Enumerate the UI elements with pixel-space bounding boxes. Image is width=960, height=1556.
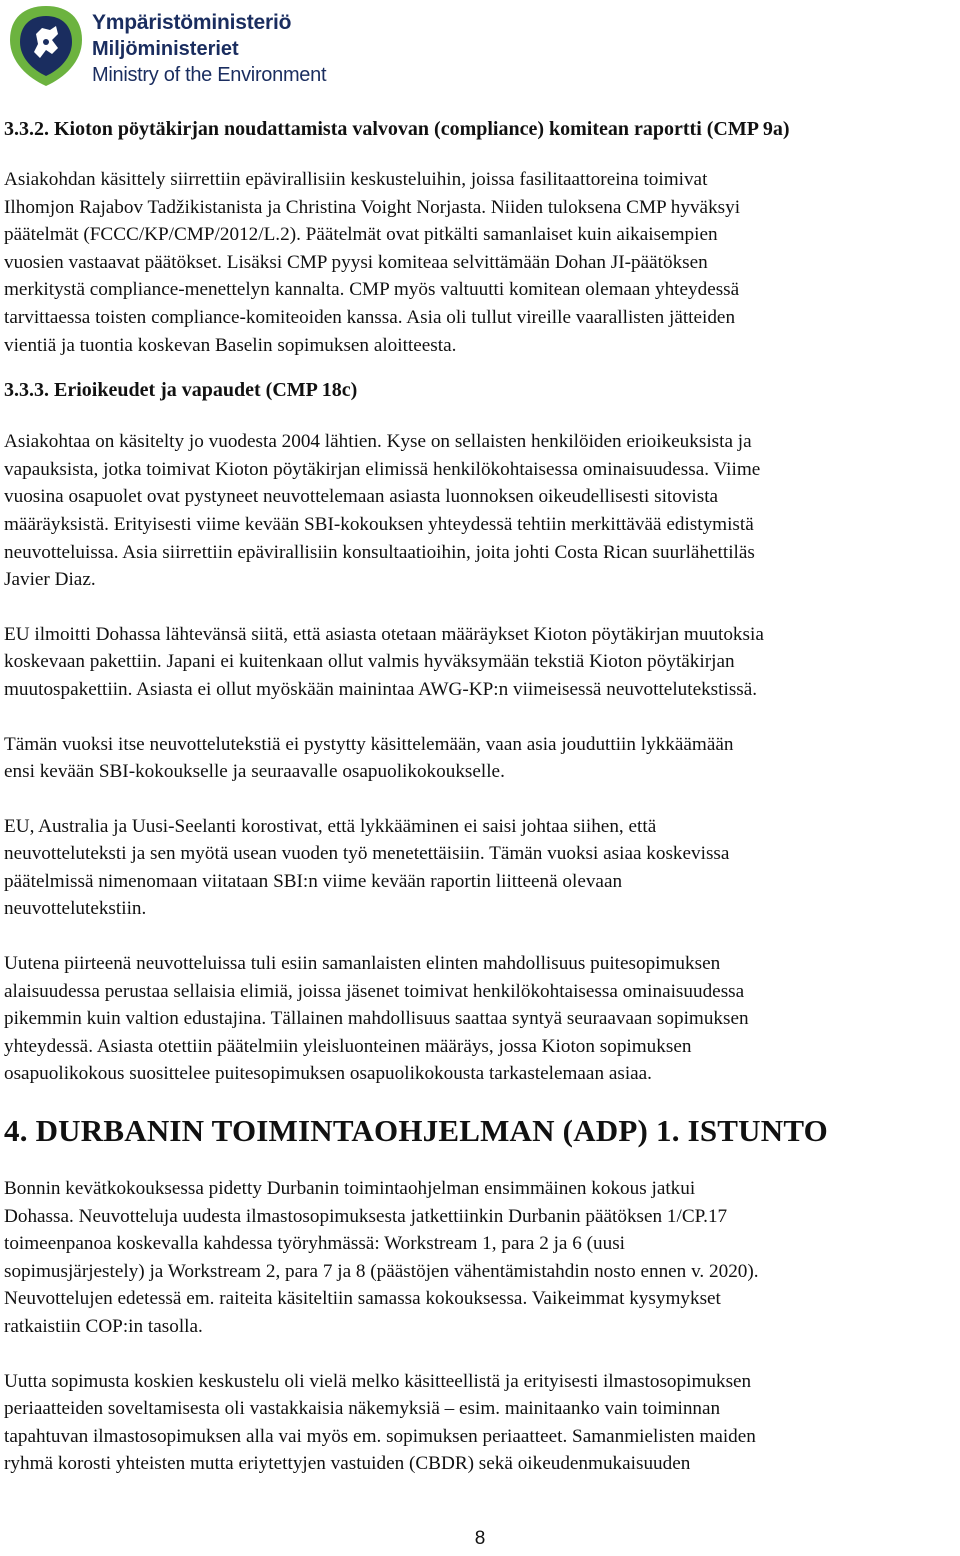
text-line: Bonnin kevätkokouksessa pidetty Durbanin toimintaohjelman ensimmäinen kokous jatkui: [4, 1178, 696, 1200]
text-line: Dohassa. Neuvotteluja uudesta ilmastosopimuksesta jatkettiinkin Durbanin päätöksen 1/CP.17: [4, 1205, 728, 1227]
text-line: päätelmissä nimenomaan viitataan SBI:n viime kevään raportin liitteenä olevaan: [4, 870, 623, 892]
text-line: Asiakohdan käsittely siirrettiin epävirallisiin keskusteluihin, joissa fasilitaattoreina toimivat: [4, 169, 708, 190]
text-line: osapuolikokous suosittelee puitesopimuksen osapuolikokousta tarkastelemaan asiaa.: [4, 1063, 652, 1085]
text-line: alaisuudessa perustaa sellaisia elimiä, joissa jäsenet toimivat henkilökohtaisessa ominaisuudessa: [4, 980, 745, 1002]
logo-line-swedish: Miljöministeriet: [92, 38, 239, 60]
text-line: periaatteiden soveltamisesta oli vastakkaisia näkemyksiä – esim. mainitaanko vain toiminnan: [4, 1398, 721, 1420]
section-heading-3-3-2: [4, 115, 958, 143]
ministry-logo: [6, 4, 346, 88]
text-line: neuvottelutekstiin.: [4, 898, 147, 920]
paragraph-australia: [4, 813, 958, 923]
text-line: EU ilmoitti Dohassa lähtevänsä siitä, että asiasta otetaan määräykset Kioton pöytäkirjan muutoksia: [4, 623, 764, 645]
chapter-heading-4: 4. DURBANIN TOIMINTAOHJELMAN (ADP) 1. ISTUNTO: [4, 1113, 828, 1149]
text-line: muutospakettiin. Asiasta ei ollut myöskään mainintaa AWG-KP:n viimeisessä neuvottelutekstissä.: [4, 678, 758, 700]
text-line: ensi kevään SBI-kokoukselle ja seuraavalle osapuolikokoukselle.: [4, 761, 505, 783]
text-line: määräyksistä. Erityisesti viime kevään SBI-kokouksen yhteydessä tehtiin merkittävää edistymistä: [4, 513, 754, 535]
text-line: Uutta sopimusta koskien keskustelu oli vielä melko käsitteellistä ja erityisesti ilmastosopimuksen: [4, 1370, 752, 1392]
text-line: Neuvottelujen edetessä em. raiteita käsiteltiin samassa kokouksessa. Vaikeimmat kysymykset: [4, 1288, 721, 1310]
text-line: koskevaan pakettiin. Japani ei kuitenkaan ollut valmis hyväksymään tekstiä Kioton pöytäkirjan: [4, 651, 735, 673]
paragraph-new-feature: [4, 950, 958, 1088]
text-line: vientiä ja tuontia koskevan Baselin sopimuksen aloitteesta.: [4, 334, 457, 356]
text-line: vuosien vastaavat päätökset. Lisäksi CMP pyysi komiteaa selvittämään Dohan JI-päätöksen: [4, 251, 708, 273]
text-line: EU, Australia ja Uusi-Seelanti korostivat, että lykkääminen ei saisi johtaa siihen, että: [4, 815, 657, 837]
section-heading-3-3-3: [4, 376, 958, 404]
text-line: pikemmin kuin valtion edustajina. Tällainen mahdollisuus saattaa syntyä seuraavaan sopimuksen: [4, 1008, 749, 1030]
text-line: yhteydessä. Asiasta otettiin päätelmiin yleisluonteinen määräys, jossa Kioton sopimuksen: [4, 1035, 692, 1057]
text-line: Ilhomjon Rajabov Tadžikistanista ja Christina Voight Norjasta. Niiden tuloksena CMP hyväksyi: [4, 196, 741, 218]
text-line: toimeenpanoa koskevalla kahdessa työryhmässä: Workstream 1, para 2 ja 6 (uusi: [4, 1233, 625, 1255]
text-line: sopimusjärjestely) ja Workstream 2, para 7 ja 8 (päästöjen vähentämistahdin nosto ennen v. 2020).: [4, 1260, 759, 1282]
logo-line-finnish: Ympäristöministeriö: [92, 11, 292, 34]
logo-line-english: Ministry of the Environment: [92, 64, 327, 86]
page-number: 8: [474, 1528, 486, 1549]
text-line: ratkaistiin COP:in tasolla.: [4, 1316, 203, 1337]
section-title: Kioton pöytäkirjan noudattamista valvovan (compliance) komitean raportti (CMP 9a): [54, 118, 790, 140]
document-body: [4, 115, 958, 1478]
text-line: merkitystä compliance-menettelyn kannalta. CMP myös valtuutti komitean olemaan yhteydessä: [4, 279, 740, 301]
text-line: Javier Diaz.: [4, 569, 96, 591]
text-line: neuvotteluissa. Asia siirrettiin epävirallisiin konsultaatioihin, joita johti Costa Rican suurlähettiläs: [4, 541, 755, 563]
text-line: ryhmä korosti yhteisten mutta eriytettyjen vastuiden (CBDR) sekä oikeudenmukaisuuden: [4, 1453, 691, 1475]
text-line: Asiakohtaa on käsitelty jo vuodesta 2004 lähtien. Kyse on sellaisten henkilöiden erioikeuksista ja: [4, 431, 752, 453]
text-line: vuosina osapuolet ovat pystyneet neuvottelemaan asiasta luonnoksen oikeudellisesti sitovista: [4, 486, 719, 508]
logo-wordmark: [92, 10, 326, 88]
text-line: Uutena piirteenä neuvotteluissa tuli esiin samanlaisten elinten mahdollisuus puitesopimuksen: [4, 953, 721, 975]
text-line: vapauksista, jotka toimivat Kioton pöytäkirjan elimissä henkilökohtaisessa ominaisuudessa. Viime: [4, 458, 761, 480]
text-line: päätelmät (FCCC/KP/CMP/2012/L.2). Päätelmät ovat pitkälti samanlaiset kuin aikaisempien: [4, 224, 718, 246]
paragraph-privileges: [4, 428, 958, 594]
paragraph-compliance: [4, 166, 958, 359]
section-title: Erioikeudet ja vapaudet (CMP 18c): [54, 379, 358, 402]
paragraph-eu: [4, 621, 958, 704]
paragraph-postponement: [4, 731, 958, 786]
text-line: tapahtuvan ilmastosopimuksen alla vai myös em. sopimuksen periaatteet. Samanmielisten maiden: [4, 1425, 756, 1447]
section-number: 3.3.3.: [4, 379, 49, 402]
text-line: Tämän vuoksi itse neuvottelutekstiä ei pystytty käsittelemään, vaan asia jouduttiin lykkäämään: [4, 733, 734, 755]
text-line: neuvotteluteksti ja sen myötä usean vuoden työ menetettäisiin. Tämän vuoksi asiaa koskevissa: [4, 843, 730, 865]
section-number: 3.3.2.: [4, 118, 49, 140]
paragraph-new-agreement: [4, 1368, 958, 1478]
ministry-emblem-icon: [6, 4, 86, 88]
text-line: tarvittaessa toisten compliance-komiteoiden kanssa. Asia oli tullut vireille vaarallisten jätteiden: [4, 306, 736, 328]
paragraph-bonn: [4, 1175, 958, 1341]
